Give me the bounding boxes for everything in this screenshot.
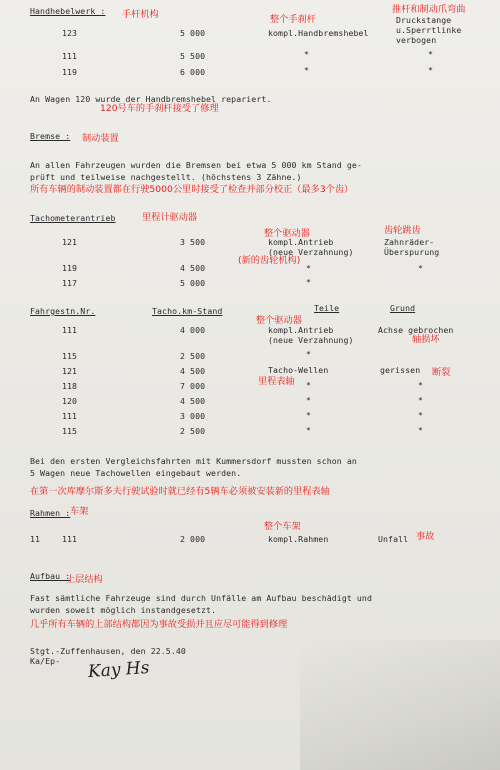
table-cell: * <box>306 410 312 420</box>
annotation-column-brake-lever: 整个手刹杆 <box>270 14 316 25</box>
table-cell: 2 000 <box>180 534 206 544</box>
table-cell: kompl.Handbremshebel <box>268 28 369 38</box>
table-cell: * <box>306 425 312 435</box>
annotation-note: 120号车的手刹杆接受了修理 <box>100 103 219 114</box>
column-header-de: Tacho-Wellen <box>268 365 329 375</box>
annotation-column-bent: 推杆和制动爪弯曲 <box>392 4 466 15</box>
table-cell: 4 000 <box>180 325 206 335</box>
section-heading-handbrake: Handhebelwerk : <box>30 6 106 16</box>
table-cell: 3 000 <box>180 411 206 421</box>
table-cell: 4 500 <box>180 396 206 406</box>
table-cell: * <box>306 380 312 390</box>
annotation-column-frame: 整个车架 <box>264 521 301 532</box>
column-header-de: Überspurung <box>384 247 440 257</box>
annotation-note: 几乎所有车辆的上部结构都因为事故受损并且应尽可能得到修理 <box>30 619 288 630</box>
table-cell: * <box>418 380 424 390</box>
table-cell: 121 <box>62 237 78 247</box>
initials: Ka/Ep- <box>30 656 61 666</box>
annotation-brakes: 制动装置 <box>82 133 119 144</box>
annotation-broken: 断裂 <box>432 367 451 378</box>
table-cell: 11 <box>30 534 41 544</box>
table-cell: 115 <box>62 351 78 361</box>
table-cell: 5 500 <box>180 51 206 61</box>
table-cell: * <box>304 49 310 59</box>
table-cell: 121 <box>62 366 78 376</box>
column-header: Fahrgestn.Nr. <box>30 306 96 316</box>
table-cell: * <box>306 395 312 405</box>
paragraph-line: Fast sämtliche Fahrzeuge sind durch Unfälle am Aufbau beschädigt und <box>30 593 372 603</box>
column-header-de: kompl.Antrieb <box>268 237 334 247</box>
table-cell: 111 <box>62 51 78 61</box>
table-cell: * <box>418 263 424 273</box>
column-header-de: verbogen <box>396 35 437 45</box>
annotation-handbrake: 手杆机构 <box>122 9 159 20</box>
table-cell: * <box>306 277 312 287</box>
annotation-sub: (新的齿轮机构) <box>238 255 301 266</box>
annotation-column-gear: 齿轮跳齿 <box>384 225 421 236</box>
table-cell: * <box>304 65 310 75</box>
paragraph-line: 5 Wagen neue Tachowellen eingebaut werden. <box>30 468 242 478</box>
annotation-body: 上层结构 <box>66 574 103 585</box>
table-cell: * <box>306 349 312 359</box>
paragraph-line: wurden soweit möglich instandgesetzt. <box>30 605 217 615</box>
table-cell: 7 000 <box>180 381 206 391</box>
column-header-de: kompl.Antrieb <box>268 325 334 335</box>
column-header-de: Achse gebrochen <box>378 325 454 335</box>
annotation-axle: 轴损坏 <box>412 334 440 345</box>
section-heading-body: Aufbau : <box>30 571 71 581</box>
table-cell: 5 000 <box>180 278 206 288</box>
table-cell: 123 <box>62 28 78 38</box>
table-cell: 118 <box>62 381 78 391</box>
table-cell: * <box>418 410 424 420</box>
column-header-de: (neue Verzahnung) <box>268 247 354 257</box>
page-shadow <box>300 640 500 770</box>
table-cell: * <box>418 395 424 405</box>
place-date: Stgt.-Zuffenhausen, den 22.5.40 <box>30 646 186 656</box>
column-header: Teile <box>314 303 340 313</box>
paragraph-line: Bei den ersten Vergleichsfahrten mit Kummersdorf mussten schon an <box>30 456 357 466</box>
signature: Kay Hs <box>87 657 151 683</box>
table-cell: 111 <box>62 534 78 544</box>
table-cell: Unfall <box>378 534 409 544</box>
table-cell: * <box>306 263 312 273</box>
paragraph: An Wagen 120 wurde der Handbremshebel repariert. <box>30 94 272 104</box>
column-header-de: (neue Verzahnung) <box>268 335 354 345</box>
table-cell: 2 500 <box>180 426 206 436</box>
table-cell: 115 <box>62 426 78 436</box>
table-cell: * <box>428 65 434 75</box>
paragraph-line: prüft und teilweise nachgestellt. (höchstens 3 Zähne.) <box>30 172 302 182</box>
table-cell: kompl.Rahmen <box>268 534 329 544</box>
annotation-accident: 事故 <box>416 531 435 542</box>
table-cell: 111 <box>62 325 78 335</box>
column-header-de: u.Sperrtlinke <box>396 25 462 35</box>
annotation-column-drive: 整个驱动器 <box>256 315 302 326</box>
paragraph-line: An allen Fahrzeugen wurden die Bremsen bei etwa 5 000 km Stand ge- <box>30 160 362 170</box>
table-cell: 4 500 <box>180 366 206 376</box>
section-heading-tacho: Tachometerantrieb <box>30 213 116 223</box>
table-cell: 111 <box>62 411 78 421</box>
column-header: Grund <box>390 303 416 313</box>
annotation-frame: 车架 <box>70 506 89 517</box>
annotation-note: 在第一次库摩尔斯多夫行驶试验时就已经有5辆车必须被安装新的里程表轴 <box>30 486 330 497</box>
annotation-column-drive: 整个驱动器 <box>264 228 310 239</box>
table-cell: 117 <box>62 278 78 288</box>
annotation-note: 所有车辆的制动装置都在行驶5000公里时接受了检查并部分校正（最多3个齿） <box>30 184 354 195</box>
column-header-de: Druckstange <box>396 15 452 25</box>
section-heading-frame: Rahmen : <box>30 508 71 518</box>
column-header: Tacho.km-Stand <box>152 306 223 316</box>
table-cell: 119 <box>62 67 78 77</box>
table-cell: * <box>418 425 424 435</box>
table-cell: 5 000 <box>180 28 206 38</box>
table-cell: * <box>428 49 434 59</box>
table-cell: 2 500 <box>180 351 206 361</box>
table-cell: 4 500 <box>180 263 206 273</box>
table-cell: 3 500 <box>180 237 206 247</box>
annotation-tacho: 里程计驱动器 <box>142 212 198 223</box>
section-heading-brakes: Bremse : <box>30 131 71 141</box>
column-header-de: gerissen <box>380 365 421 375</box>
table-cell: 6 000 <box>180 67 206 77</box>
table-cell: 119 <box>62 263 78 273</box>
table-cell: 120 <box>62 396 78 406</box>
column-header-de: Zahnräder- <box>384 237 435 247</box>
annotation-shafts: 里程表轴 <box>258 376 295 387</box>
